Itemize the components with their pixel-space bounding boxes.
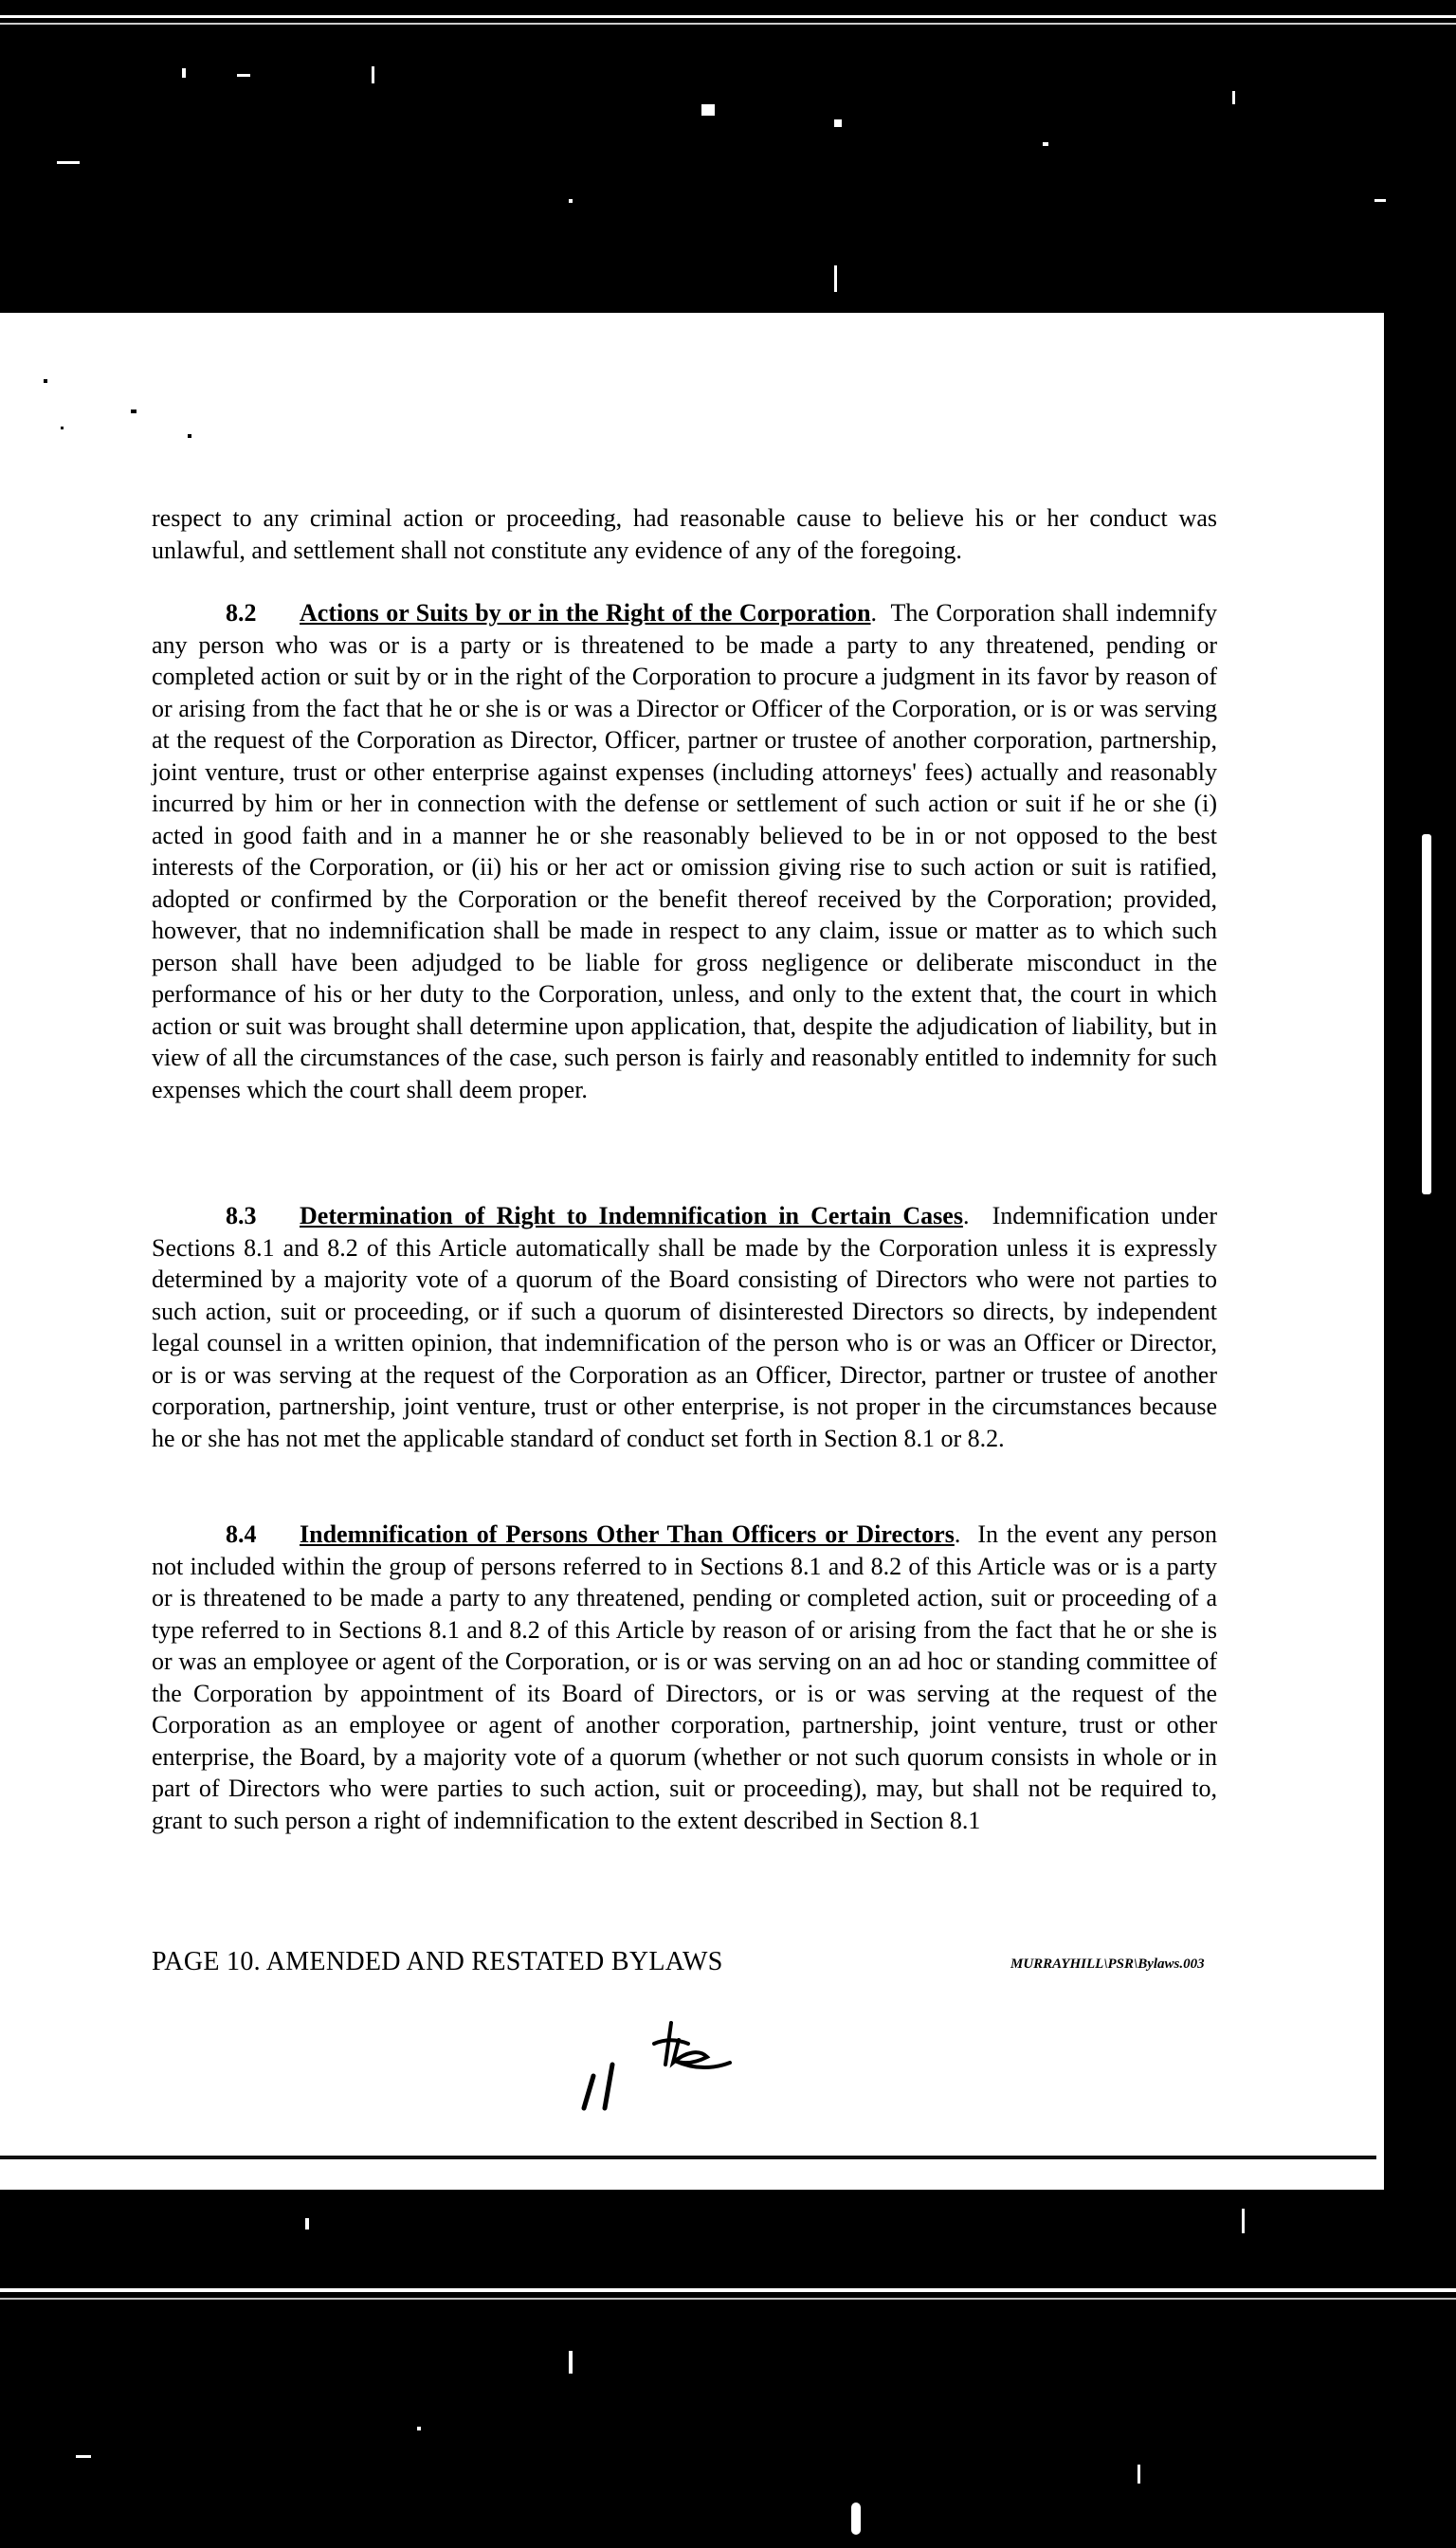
scan-speck	[44, 379, 47, 383]
page-bottom-edge	[0, 2156, 1376, 2159]
scan-speck	[61, 427, 64, 429]
scan-speck	[1043, 142, 1048, 146]
scan-speck	[1374, 199, 1386, 202]
document-path-label: MURRAYHILL\PSR\Bylaws.003	[1010, 1956, 1205, 1972]
scan-speck	[701, 104, 715, 116]
section-body: In the event any person not included within the group of persons referred to in Sections 8.1 and 8.2 of this Article was or is a party or is threatened to be made a party to any threatened, pending or completed action, suit or proceeding of a type referred to in Sections 8.1 and 8.2 of this Article by reason of or arising from the fact that he or she is or was an employee or agent of the Corporation, or is or was serving on an ad hoc or standing committee of the Corporation by appointment of its Board of Directors, or is or was serving at the request of the Corporation as an employee or agent of another corporation, partnership, joint venture, trust or other enterprise, the Board, by a majority vote of a quorum (whether or not such quorum consists in whole or in part of Directors who were parties to such action, suit or proceeding), may, but shall not be required to, grant to such person a right of indemnification to the extent described in Section 8.1	[152, 1520, 1217, 1834]
scan-speck	[57, 161, 80, 164]
section-8-2: 8.2 Actions or Suits by or in the Right of the Corporation. The Corporation shall indemnify any person who was or is a party or is threatened to be made a party to any threatened, pending or completed action or suit by or in the right of the Corporation to procure a judgment in its favor by reason of or arising from the fact that he or she is or was a Director or Officer of the Corporation, or is or was serving at the request of the Corporation as Director, Officer, partner or trustee of another corporation, partnership, joint venture, trust or other enterprise against expenses (including attorneys' fees) actually and reasonably incurred by him or her in connection with the defense or settlement of such action or suit if he or she (i) acted in good faith and in a manner he or she reasonably believed to be in or not opposed to the best interests of the Corporation, or (ii) his or her act or omission giving rise to such action or suit is ratified, adopted or confirmed by the Corporation or the benefit thereof received by the Corporation; provided, however, that no indemnification shall be made in respect to any claim, issue or matter as to which such person shall have been adjudged to be liable for gross negligence or deliberate misconduct in the performance of his or her duty to the Corporation, unless, and only to the extent that, the court in which action or suit was brought shall determine upon application, that, despite the adjudication of liability, but in view of all the circumstances of the case, such person is fairly and reasonably entitled to indemnity for such expenses which the court shall deem proper.	[152, 599, 1218, 1103]
scan-speck	[131, 410, 136, 413]
scan-speck	[188, 434, 191, 438]
page-footer-title: PAGE 10. AMENDED AND RESTATED BYLAWS	[152, 1947, 723, 1976]
section-8-4: 8.4 Indemnification of Persons Other Than Officers or Directors. In the event any person not included within the group of persons referred to in Sections 8.1 and 8.2 of this Article was or is a party or is threatened to be made a party to any threatened, pending or completed action, suit or proceeding of a type referred to in Sections 8.1 and 8.2 of this Article by reason of or arising from the fact that he or she is or was an employee or agent of the Corporation, or is or was serving on an ad hoc or standing committee of the Corporation by appointment of its Board of Directors, or is or was serving at the request of the Corporation as an employee or agent of another corporation, partnership, joint venture, trust or other enterprise, the Board, by a majority vote of a quorum (whether or not such quorum consists in whole or in part of Directors who were parties to such action, suit or proceeding), may, but shall not be required to, grant to such person a right of indemnification to the extent described in Section 8.1	[152, 1520, 1217, 1834]
section-heading: Determination of Right to Indemnification in Certain Cases	[300, 1202, 963, 1229]
section-number: 8.3	[226, 1202, 257, 1229]
scan-border-bottom-inner	[0, 2298, 1456, 2300]
section-number: 8.2	[226, 599, 257, 627]
scan-speck	[1138, 2465, 1140, 2484]
section-heading: Actions or Suits by or in the Right of the Corporation	[300, 599, 871, 627]
scan-speck	[237, 74, 250, 77]
scan-speck	[305, 2218, 309, 2230]
document-body	[152, 502, 1217, 566]
scan-speck	[1242, 2209, 1245, 2233]
scan-speck	[851, 2502, 861, 2535]
scan-speck	[182, 68, 186, 78]
scan-speck	[417, 2427, 421, 2430]
intro-paragraph: respect to any criminal action or proceeding, had reasonable cause to believe his or her conduct was unlawful, and settlement shall not constitute any evidence of any of the foregoing.	[152, 504, 1217, 564]
section-number: 8.4	[226, 1520, 257, 1548]
handwritten-page-mark	[573, 2002, 762, 2116]
scan-border-bottom	[0, 2288, 1456, 2292]
section-8-3: 8.3 Determination of Right to Indemnification in Certain Cases. Indemnification under Sections 8.1 and 8.2 of this Article automatically shall be made by the Corporation unless it is expressly determined by a majority vote of a quorum of the Board consisting of Directors who were not parties to such action, suit or proceeding, or if such a quorum of disinterested Directors so directs, by independent legal counsel in a written opinion, that indemnification of the person who is or was an Officer or Director, or is or was serving at the request of the Corporation as an Officer, Director, partner or trustee of another corporation, partnership, joint venture, trust or other enterprise, is not proper in the circumstances because he or she has not met the applicable standard of conduct set forth in Section 8.1 or 8.2.	[152, 1202, 1217, 1452]
scan-border-top	[0, 15, 1456, 18]
section-body: The Corporation shall indemnify any person who was or is a party or is threatened to be made a party to any threatened, pending or completed action or suit by or in the right of the Corporation to procure a judgment in its favor by reason of or arising from the fact that he or she is or was a Director or Officer of the Corporation, or is or was serving at the request of the Corporation as Director, Officer, partner or trustee of another corporation, partnership, joint venture, trust or other enterprise against expenses (including attorneys' fees) actually and reasonably incurred by him or her in connection with the defense or settlement of such action or suit if he or she (i) acted in good faith and in a manner he or she reasonably believed to be in or not opposed to the best interests of the Corporation, or (ii) his or her act or omission giving rise to such action or suit is ratified, adopted or confirmed by the Corporation or the benefit thereof received by the Corporation; provided, however, that no indemnification shall be made in respect to any claim, issue or matter as to which such person shall have been adjudged to be liable for gross negligence or deliberate misconduct in the performance of his or her duty to the Corporation, unless, and only to the extent that, the court in which action or suit was brought shall determine upon application, that, despite the adjudication of liability, but in view of all the circumstances of the case, such person is fairly and reasonably entitled to indemnity for such expenses which the court shall deem proper.	[152, 599, 1218, 1103]
section-heading: Indemnification of Persons Other Than Officers or Directors	[300, 1520, 955, 1548]
scan-speck	[569, 2351, 573, 2374]
scan-speck	[834, 119, 842, 127]
scan-speck	[1232, 91, 1235, 104]
scan-speck	[76, 2455, 91, 2458]
scan-border-top-inner	[0, 23, 1456, 25]
scan-speck	[372, 66, 374, 83]
section-body: Indemnification under Sections 8.1 and 8.2 of this Article automatically shall be made by the Corporation unless it is expressly determined by a majority vote of a quorum of the Board consisting of Directors who were not parties to such action, suit or proceeding, or if such a quorum of disinterested Directors so directs, by independent legal counsel in a written opinion, that indemnification of the person who is or was an Officer or Director, or is or was serving at the request of the Corporation as an Officer, Director, partner or trustee of another corporation, partnership, joint venture, trust or other enterprise, is not proper in the circumstances because he or she has not met the applicable standard of conduct set forth in Section 8.1 or 8.2.	[152, 1202, 1217, 1452]
scan-speck	[569, 199, 573, 203]
scan-edge-strip	[1422, 834, 1431, 1194]
scan-speck	[834, 265, 837, 292]
